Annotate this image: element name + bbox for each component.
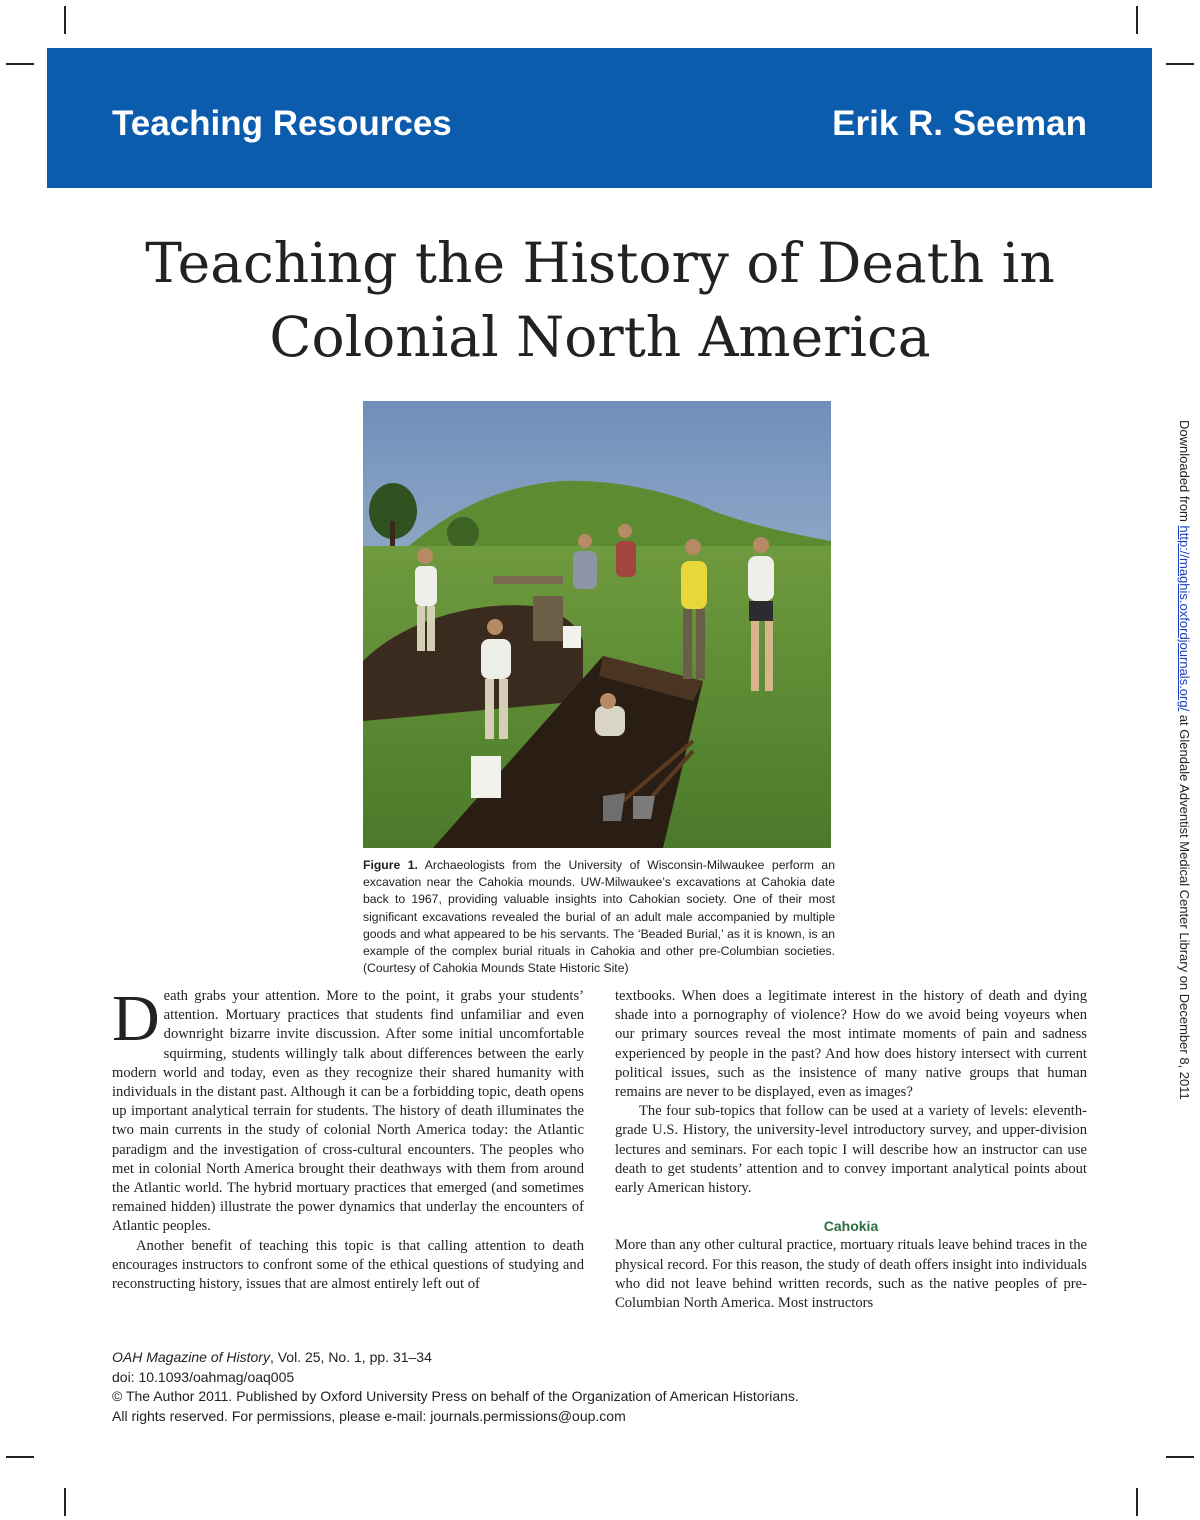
body-column-right xyxy=(615,987,1087,1313)
figure-label: Figure 1. xyxy=(363,858,418,872)
journal-name: OAH Magazine of History xyxy=(112,1349,270,1365)
journal-volume: , Vol. 25, No. 1, pp. 31–34 xyxy=(269,1349,432,1365)
excavation-photo xyxy=(363,401,831,848)
crop-mark xyxy=(1136,6,1138,34)
download-note-prefix: Downloaded from xyxy=(1177,420,1192,526)
figure-caption-text: Archaeologists from the University of Wisconsin-Milwaukee perform an excavation near the Cahokia mounds. UW-Milwaukee’s excavations at Cahokia date back to 1967, providing valuable insights into Cahokian society. One of their most significant excavations revealed the burial of an adult male accompanied by multiple goods and what appeared to be his servants. The ‘Beaded Burial,’ as it is known, is an example of the complex burial rituals in Cahokia and other pre-Columbian societies. (Courtesy of Cahokia Mounds State Historic Site) xyxy=(363,858,835,976)
citation-block xyxy=(112,1348,1012,1426)
citation-journal-line xyxy=(112,1348,1012,1368)
paragraph-3: textbooks. When does a legitimate interest in the history of death and dying shade into a pornography of violence? How do we avoid being voyeurs when our primary sources reveal the most intimate moments of pain and sadness experienced by people in the past? And how does history intersect with current political issues, such as the insistence of many native groups that human remains are never to be displayed, even as images? xyxy=(615,988,1087,1101)
paragraph-2: Another benefit of teaching this topic is that calling attention to death encourages instructors to confront some of the ethical questions of studying and reconstructing history, issues that are almost entirely left out of xyxy=(112,1237,584,1293)
paragraph-5: More than any other cultural practice, mortuary rituals leave behind traces in the physical record. For this reason, the study of death offers insight into individuals who did not leave behind written records, such as the native peoples of pre-Columbian North America. Most instructors xyxy=(615,1237,1087,1312)
figure-caption xyxy=(363,857,835,977)
crop-mark xyxy=(64,1488,66,1516)
paragraph-1-text: eath grabs your attention. More to the point, it grabs your students’ attention. Mortuary practices that students find unfamiliar and even downright bizarre invite discussion. After some initial uncomfortable squirming, students willingly talk about differences between the early modern world and today, even as they recognize their shared humanity with individuals in the distant past. Although it can be a forbidding topic, death opens up important analytical terrain for students. The history of death illuminates the two main currents in the study of colonial North America today: the Atlantic paradigm and the investigation of cross-cultural encounters. The peoples who met in colonial North America brought their deathways with them from around the Atlantic world. The hybrid mortuary practices that emerged (and sometimes remained hidden) illustrate the power dynamics that underlay the encounters of Atlantic peoples. xyxy=(112,988,584,1235)
title-line-2: Colonial North America xyxy=(269,305,931,369)
article-title xyxy=(100,226,1100,374)
crop-mark xyxy=(1136,1488,1138,1516)
download-link[interactable]: http://maghis.oxfordjournals.org/ xyxy=(1177,525,1192,712)
citation-rights: All rights reserved. For permissions, please e-mail: journals.permissions@oup.com xyxy=(112,1407,626,1424)
section-label: Teaching Resources xyxy=(112,104,452,143)
citation-copyright: © The Author 2011. Published by Oxford University Press on behalf of the Organization of American Historians. xyxy=(112,1388,799,1405)
paragraph-4: The four sub-topics that follow can be used at a variety of levels: eleventh-grade U.S. History, the university-level introductory survey, and upper-division lectures and seminars. For each topic I will describe how an instructor can use death to get students’ attention and to convey important analytical points about early American history. xyxy=(615,1103,1087,1197)
citation-doi: doi: 10.1093/oahmag/oaq005 xyxy=(112,1368,295,1385)
paragraph-1 xyxy=(112,982,584,1237)
crop-mark xyxy=(64,6,66,34)
body-column-left xyxy=(112,982,584,1294)
crop-mark xyxy=(1166,63,1194,65)
crop-mark xyxy=(6,1456,34,1458)
download-note-suffix: at Glendale Adventist Medical Center Library on December 8, 2011 xyxy=(1177,711,1192,1100)
drop-cap: D xyxy=(112,982,160,1055)
download-note xyxy=(1178,420,1191,1100)
title-line-1: Teaching the History of Death in xyxy=(145,231,1055,295)
author-name: Erik R. Seeman xyxy=(832,104,1087,143)
crop-mark xyxy=(1166,1456,1194,1458)
crop-mark xyxy=(6,63,34,65)
section-heading-cahokia: Cahokia xyxy=(823,1218,879,1235)
